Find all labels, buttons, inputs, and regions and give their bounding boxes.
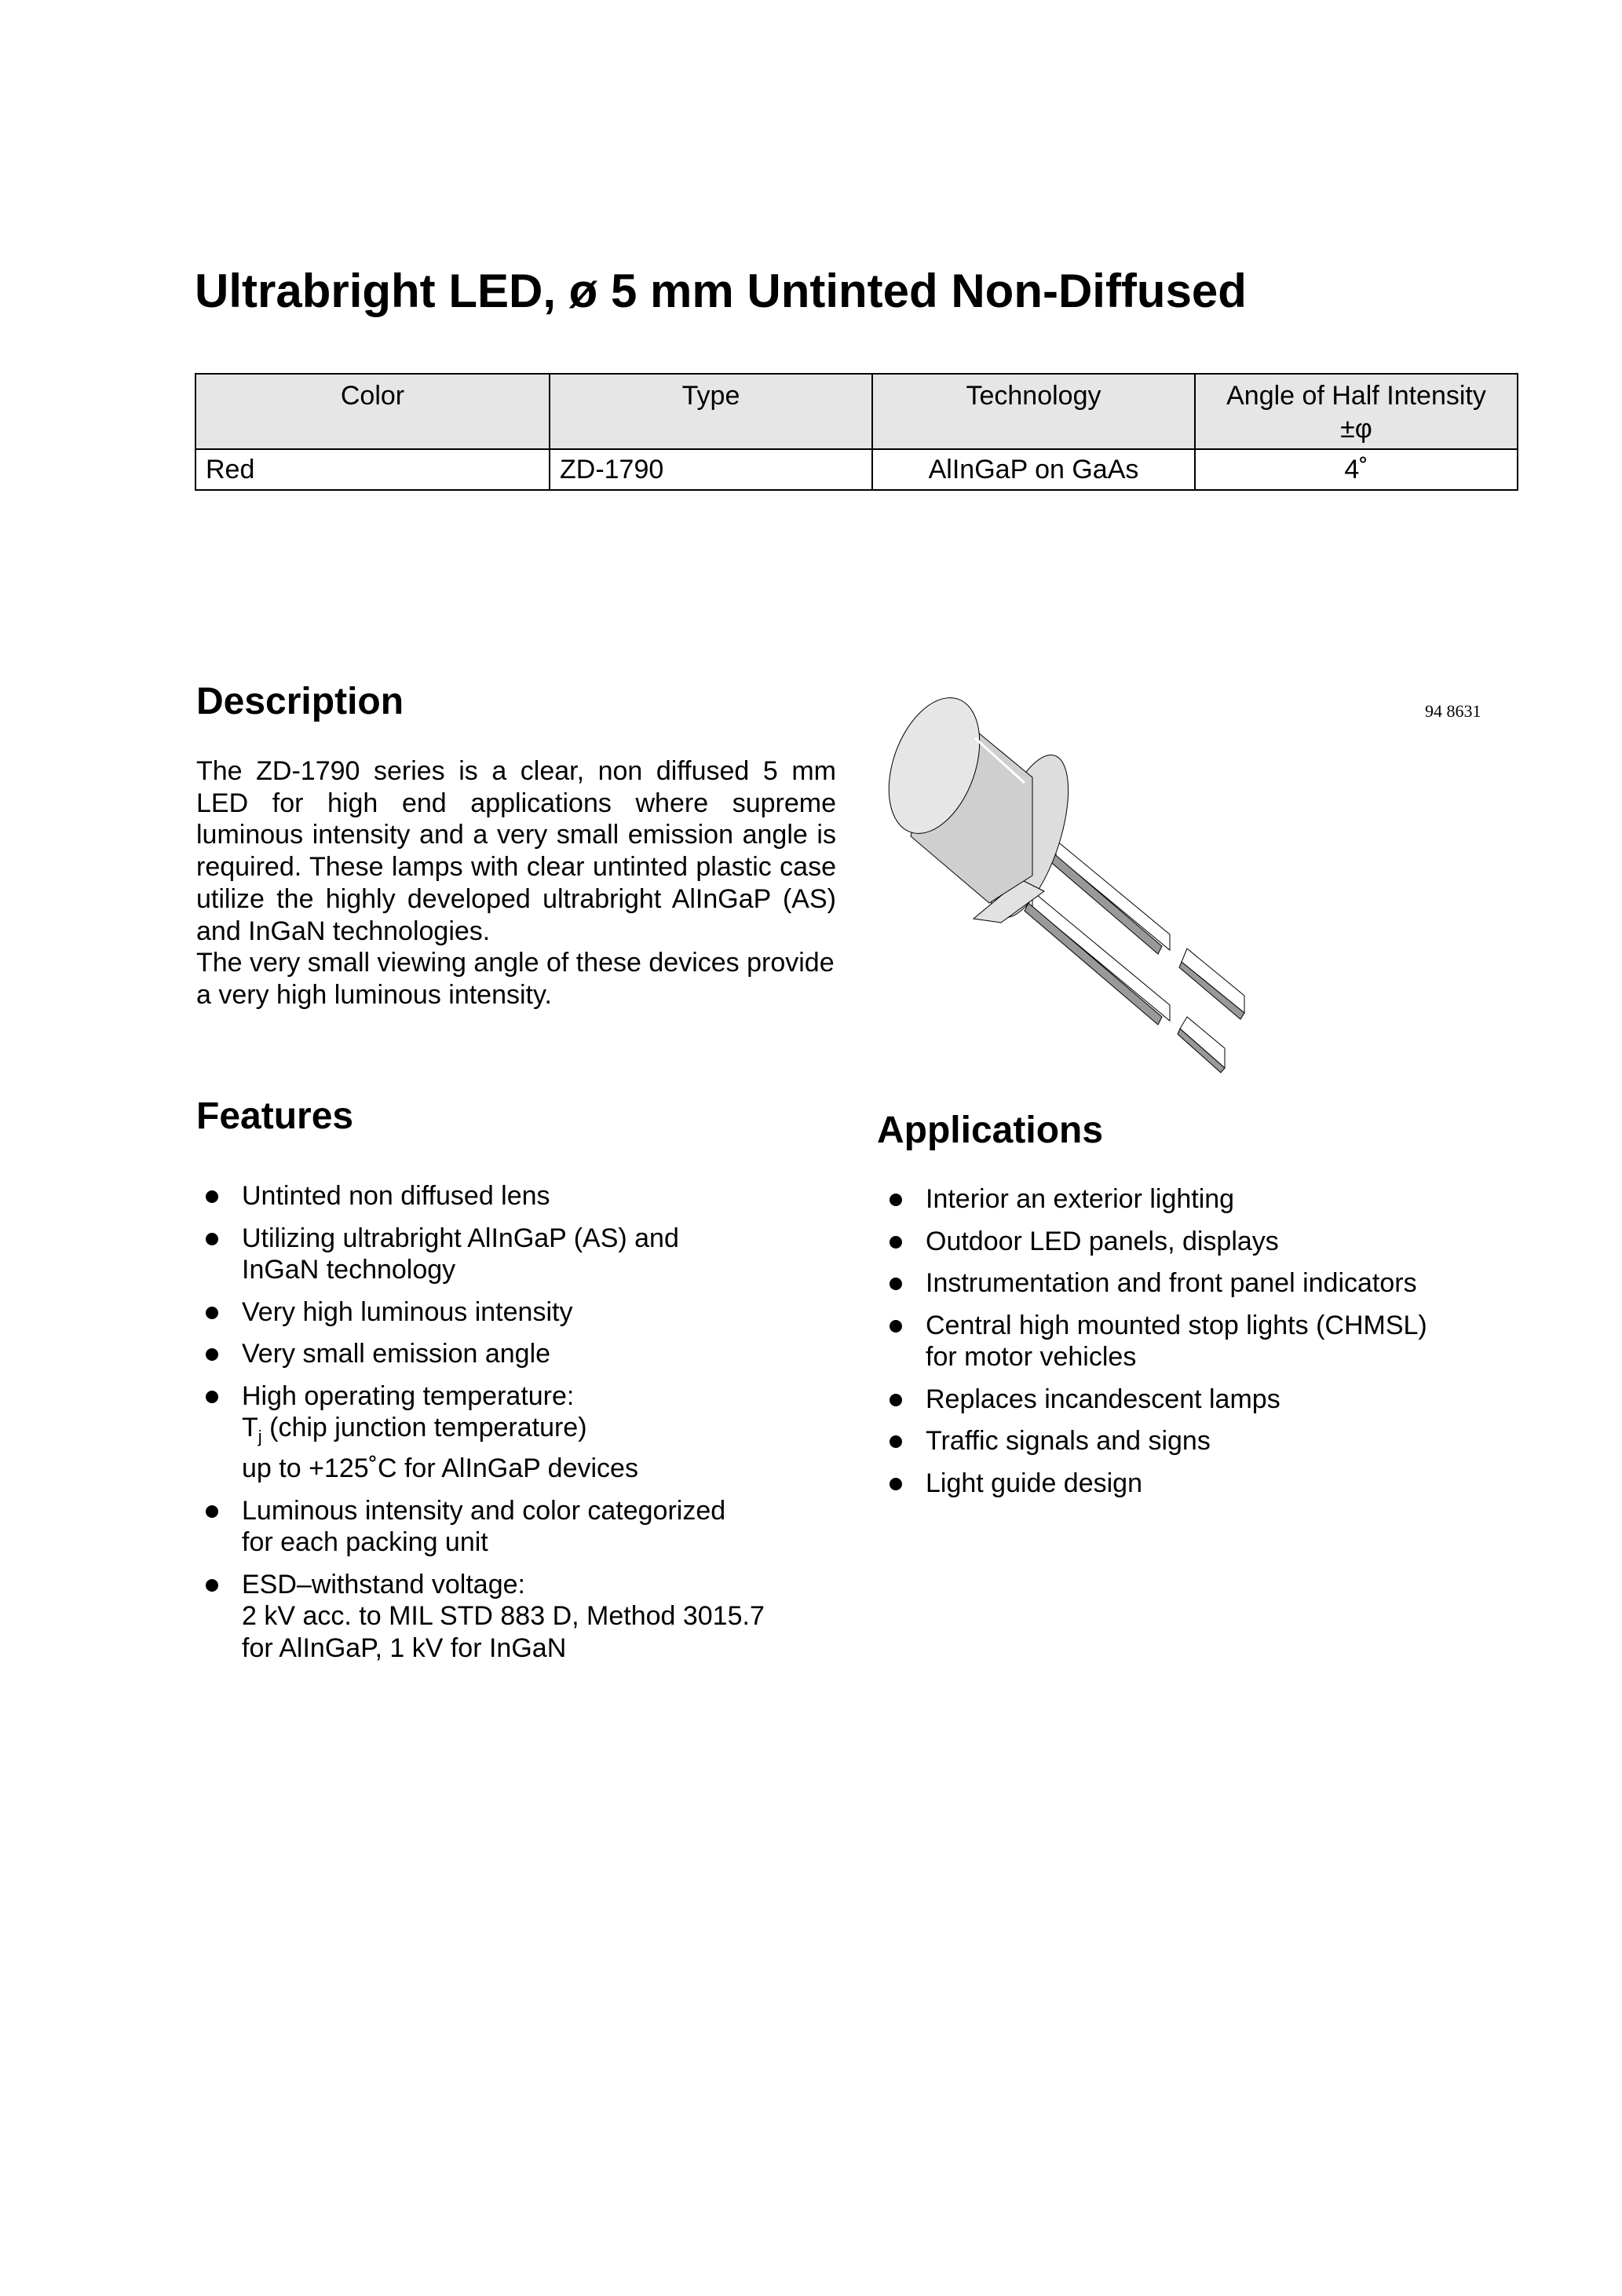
header-angle-label: Angle of Half Intensity — [1226, 381, 1486, 411]
bullet-icon — [206, 1190, 218, 1203]
led-illustration — [864, 675, 1507, 1084]
header-angle — [1195, 374, 1518, 449]
list-item: Light guide design — [880, 1468, 1547, 1500]
features-heading: Features — [196, 1095, 354, 1137]
list-item: Outdoor LED panels, displays — [880, 1226, 1547, 1258]
header-type: Type — [550, 374, 872, 449]
description-heading: Description — [196, 681, 404, 722]
bullet-icon — [206, 1505, 218, 1518]
bullet-icon — [206, 1579, 218, 1592]
bullet-icon — [890, 1278, 902, 1290]
list-item: Untinted non diffused lens — [196, 1180, 864, 1212]
list-item: Interior an exterior lighting — [880, 1183, 1547, 1216]
bullet-icon — [206, 1348, 218, 1361]
bullet-icon — [890, 1435, 902, 1448]
table-header-row — [195, 374, 1518, 449]
cell-color: Red — [195, 449, 550, 490]
features-list — [196, 1180, 864, 1674]
list-item: ESD–withstand voltage: 2 kV acc. to MIL STD 883 D, Method 3015.7 for AlInGaP, 1 kV for InGaN — [196, 1569, 864, 1665]
list-item: Replaces incandescent lamps — [880, 1384, 1547, 1416]
description-text — [196, 755, 836, 1011]
bullet-icon — [890, 1478, 902, 1490]
header-angle-symbol: ±φ — [1340, 414, 1372, 444]
list-item: Very small emission angle — [196, 1338, 864, 1370]
description-paragraph: The ZD-1790 series is a clear, non diffused 5 mm LED for high end applications where supreme luminous intensity and a very small emission angle is required. These lamps with clear untinted plastic case utilize the highly developed ultrabright AlInGaP (AS) and InGaN technologies. — [196, 756, 836, 946]
bullet-icon — [890, 1236, 902, 1249]
figure-label: 94 8631 — [1425, 701, 1481, 721]
cell-technology: AlInGaP on GaAs — [872, 449, 1195, 490]
bullet-icon — [206, 1307, 218, 1319]
list-item: Utilizing ultrabright AlInGaP (AS) and InGaN technology — [196, 1223, 864, 1286]
bullet-icon — [890, 1394, 902, 1406]
header-color: Color — [195, 374, 550, 449]
page-title: Ultrabright LED, ø 5 mm Untinted Non-Diffused — [195, 265, 1247, 317]
bullet-icon — [206, 1233, 218, 1245]
cell-type: ZD-1790 — [550, 449, 872, 490]
header-technology: Technology — [872, 374, 1195, 449]
list-item: Traffic signals and signs — [880, 1425, 1547, 1457]
description-paragraph: The very small viewing angle of these devices provide a very high luminous intensity. — [196, 948, 835, 1010]
list-item: Instrumentation and front panel indicators — [880, 1267, 1547, 1300]
cell-angle: 4˚ — [1195, 449, 1518, 490]
list-item: High operating temperature: $T_j$ (chip junction temperature) up to +125˚C for AlInGaP devices — [196, 1380, 864, 1485]
list-item: Luminous intensity and color categorized for each packing unit — [196, 1495, 864, 1559]
tj-line: $T_j$ (chip junction temperature) — [242, 1413, 587, 1446]
applications-heading: Applications — [877, 1110, 1104, 1151]
bullet-icon — [890, 1320, 902, 1333]
bullet-icon — [890, 1194, 902, 1206]
table-row — [195, 449, 1518, 490]
product-table — [195, 373, 1518, 491]
list-item: Central high mounted stop lights (CHMSL) for motor vehicles — [880, 1310, 1547, 1373]
list-item: Very high luminous intensity — [196, 1296, 864, 1329]
bullet-icon — [206, 1391, 218, 1403]
applications-list — [880, 1183, 1547, 1509]
